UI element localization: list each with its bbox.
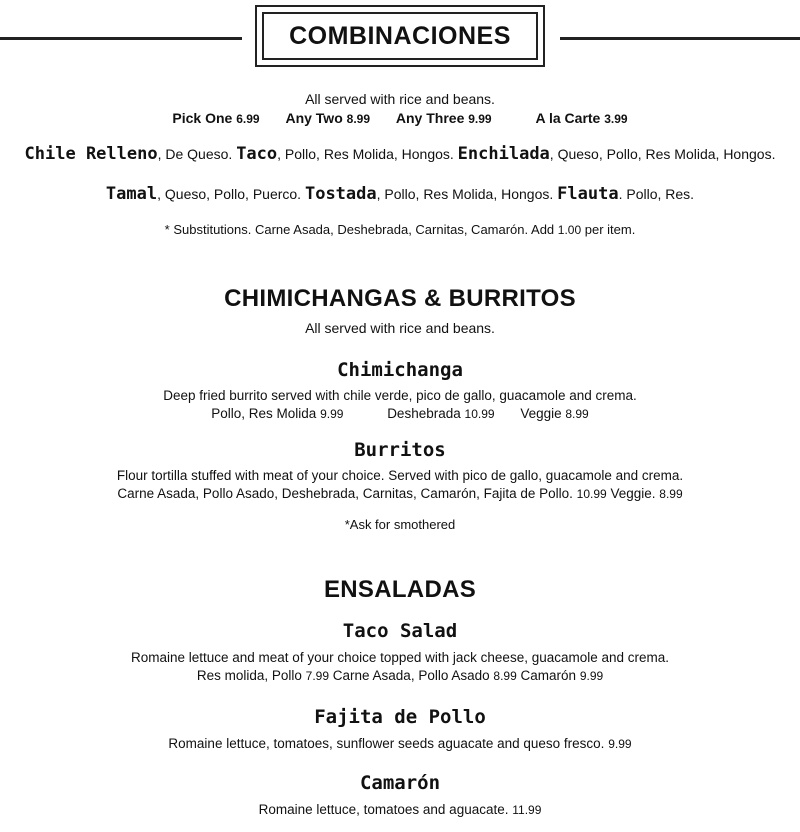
combo-item-options: , Queso, Pollo, Res Molida, Hongos. [549,146,776,162]
fajita-salad-description: Romaine lettuce, tomatoes, sunflower seeds aguacate and queso fresco. 9.99 [168,736,632,751]
combo-item-options: , Pollo, Res Molida, Hongos. [376,186,554,202]
smothered-note: *Ask for smothered [344,517,456,532]
header-rule-right [560,37,800,40]
pricing-any-three: Any Three 9.99 [395,110,492,126]
combo-item-options: . Pollo, Res. [618,186,695,202]
taco-salad-description: Romaine lettuce and meat of your choice topped with jack cheese, guacamole and crema. [130,650,670,665]
combo-item-name: Taco [236,144,278,164]
combo-item-name: Flauta [557,184,619,204]
burritos-prices: Carne Asada, Pollo Asado, Deshebrada, Carnitas, Camarón, Fajita de Pollo. 10.99 Veggie. 8.99 [117,486,683,501]
combo-line-2 [0,184,800,204]
substitutions-note: * Substitutions. Carne Asada, Deshebrada, Carnitas, Camarón. Add 1.00 per item. [164,222,636,237]
burritos-description: Flour tortilla stuffed with meat of your choice. Served with pico de gallo, guacamole and crema. [116,468,684,483]
combo-line-1 [0,144,800,164]
burritos-title: Burritos [354,439,446,461]
pricing-a-la-carte: A la Carte 3.99 [535,110,628,126]
chimichanga-title: Chimichanga [337,359,463,381]
header-rule-left [0,37,242,40]
combo-item-options: , Queso, Pollo, Puerco. [157,186,302,202]
combo-item-name: Enchilada [457,144,550,164]
chimichangas-subtitle: All served with rice and beans. [305,320,495,336]
fajita-salad-title: Fajita de Pollo [314,706,486,728]
camaron-salad-title: Camarón [359,772,441,794]
combo-item-name: Chile Relleno [24,144,158,164]
pricing-pick-one: Pick One 6.99 [172,110,260,126]
combinaciones-title-box [255,5,545,67]
chimichangas-section-title: CHIMICHANGAS & BURRITOS [224,285,576,312]
taco-salad-prices: Res molida, Pollo 7.99 Carne Asada, Pollo Asado 8.99 Camarón 9.99 [196,668,604,683]
pricing-any-two: Any Two 8.99 [285,110,370,126]
combinaciones-subtitle: All served with rice and beans. [305,91,495,107]
combinaciones-pricing [0,110,800,126]
chimichanga-description: Deep fried burrito served with chile verde, pico de gallo, guacamole and crema. [163,388,637,403]
combo-item-options: , De Queso. [157,146,233,162]
camaron-salad-description: Romaine lettuce, tomatoes and aguacate. 11.99 [258,802,542,817]
combo-item-options: , Pollo, Res Molida, Hongos. [277,146,454,162]
chimichanga-prices: Pollo, Res Molida 9.99 Deshebrada 10.99 Veggie 8.99 [211,406,589,421]
combo-item-name: Tamal [105,184,158,204]
taco-salad-title: Taco Salad [342,620,458,642]
combo-item-name: Tostada [304,184,377,204]
combinaciones-title: COMBINACIONES [289,21,511,50]
ensaladas-section-title: ENSALADAS [323,576,477,603]
